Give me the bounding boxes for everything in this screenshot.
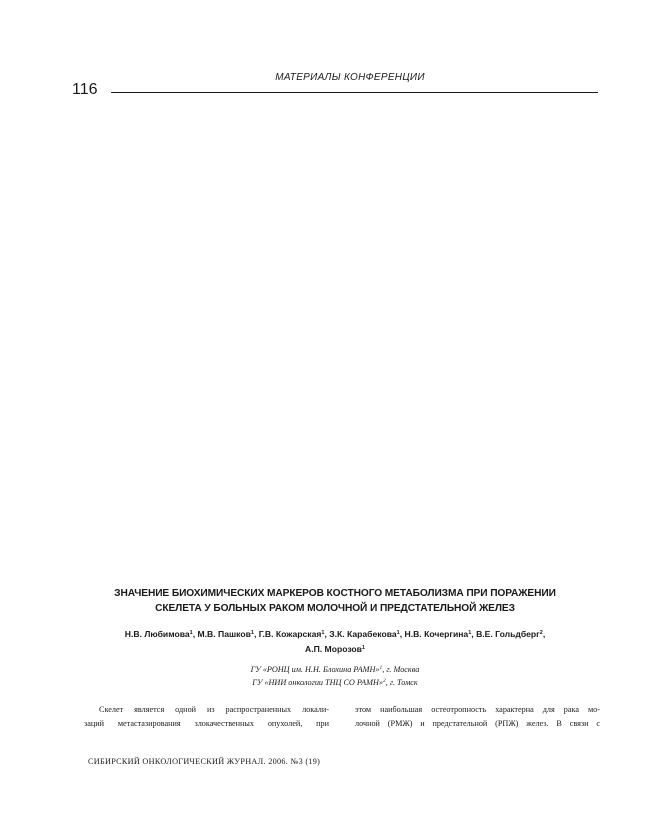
author-name: В.Е. Гольдберг xyxy=(476,629,540,639)
author-affiliation-mark: 1 xyxy=(396,630,400,636)
affiliation xyxy=(72,676,598,688)
body-text-line: Скелет является одной из распространенных локали- xyxy=(99,705,329,714)
author-name: А.П. Морозов xyxy=(305,643,362,654)
author-name: Н.В. Любимова xyxy=(124,629,190,639)
body-text-line: заций метастазирования злокачественных опухолей, при xyxy=(84,718,329,728)
author-affiliation-mark: 1 xyxy=(361,644,365,651)
affiliation-city: , г. Москва xyxy=(382,665,420,674)
running-header: МАТЕРИАЛЫ КОНФЕРЕНЦИИ xyxy=(275,72,425,83)
affiliation-city: , г. Томск xyxy=(385,678,418,687)
author-list xyxy=(72,627,598,656)
author-affiliation-mark: 1 xyxy=(189,630,193,636)
author-affiliation-mark: 1 xyxy=(321,630,325,636)
author-line: Н.В. Любимова$^1$, М.В. Пашков$^1$, Г.В. Кожарская$^1$, З.К. Карабекова$^1$, Н.В. Кочергина$^1$, В.Е. Гольдберг$^2$, xyxy=(124,629,546,639)
affiliation-org: ГУ «РОНЦ им. Н.Н. Блохина РАМН» xyxy=(250,665,380,674)
author-name: Н.В. Кочергина xyxy=(404,629,469,639)
article-title-line: ЗНАЧЕНИЕ БИОХИМИЧЕСКИХ МАРКЕРОВ КОСТНОГО МЕТАБОЛИЗМА ПРИ ПОРАЖЕНИИ xyxy=(114,588,556,599)
author-affiliation-mark: 1 xyxy=(250,630,254,636)
journal-footer: СИБИРСКИЙ ОНКОЛОГИЧЕСКИЙ ЖУРНАЛ. 2006. №3 (19) xyxy=(88,757,321,766)
author-name: З.К. Карабекова xyxy=(329,629,397,639)
body-column-right xyxy=(355,703,600,730)
affiliation-org: ГУ «НИИ онкологии ТНЦ СО РАМН» xyxy=(252,678,384,687)
article-title-line: СКЕЛЕТА У БОЛЬНЫХ РАКОМ МОЛОЧНОЙ И ПРЕДСТАТЕЛЬНОЙ ЖЕЛЕЗ xyxy=(155,603,515,614)
author-name: М.В. Пашков xyxy=(197,629,251,639)
author-name: Г.В. Кожарская xyxy=(258,629,322,639)
author-line xyxy=(72,642,598,657)
affiliation-mark: 2 xyxy=(383,678,386,684)
body-text-line: этом наибольшая остеотропность характерна для рака мо- xyxy=(355,705,600,714)
author-affiliation-mark: 2 xyxy=(539,630,543,636)
body-text-line: лочной (РМЖ) и предстательной (РПЖ) желез. В связи с xyxy=(355,718,600,728)
affiliation xyxy=(72,663,598,675)
body-column-left xyxy=(84,703,329,730)
author-affiliation-mark: 1 xyxy=(468,630,472,636)
header-rule xyxy=(111,92,598,93)
article-title xyxy=(72,586,598,616)
affiliation-mark: 1 xyxy=(379,665,383,671)
page-number: 116 xyxy=(72,81,98,98)
